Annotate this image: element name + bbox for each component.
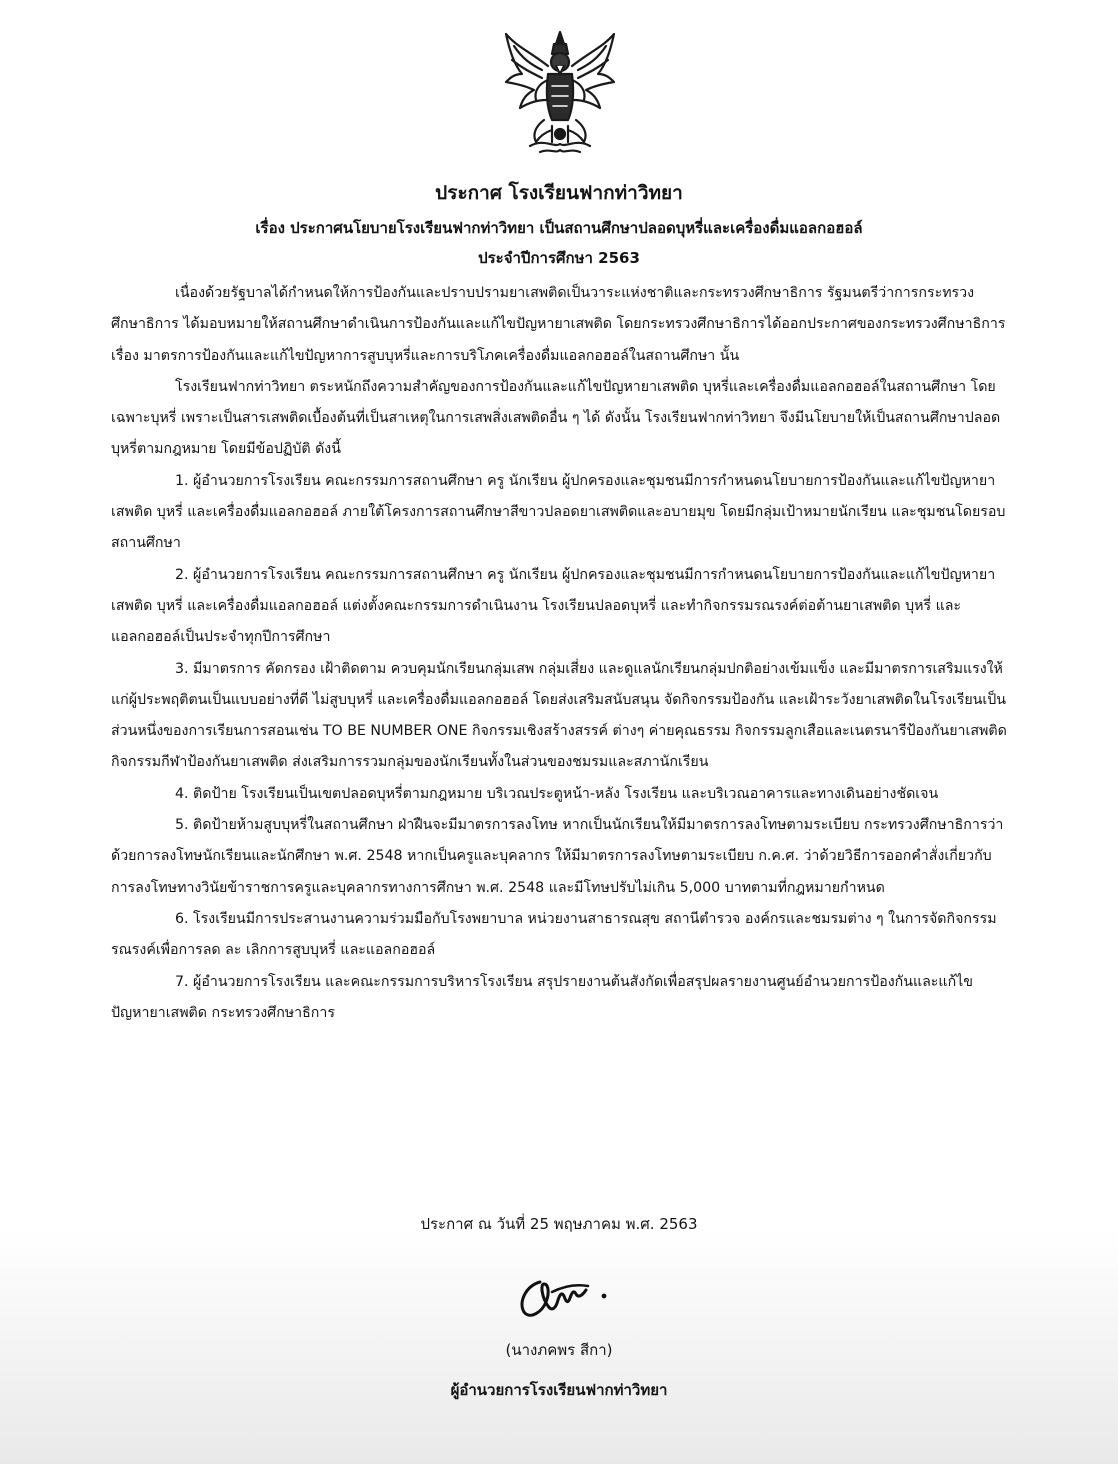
- signer-name: (นางภคพร สีกา): [505, 1341, 613, 1359]
- signer-position: ผู้อำนวยการโรงเรียนฟากท่าวิทยา: [450, 1381, 668, 1399]
- policy-item-6: 6. โรงเรียนมีการประสานงานความร่วมมือกับโรงพยาบาล หน่วยงานสาธารณสุข สถานีตำรวจ องค์กรและชมรมต่าง ๆ ในการจัดกิจกรรมรณรงค์เพื่อการลด ละ เลิกการสูบบุหรี่ และแอลกอฮอล์: [111, 910, 997, 959]
- announcement-subject: เรื่อง ประกาศนโยบายโรงเรียนฟากท่าวิทยา เป็นสถานศึกษาปลอดบุหรี่และเครื่องดื่มแอลกอฮอล์: [255, 219, 863, 237]
- academic-year-line: ประจำปีการศึกษา 2563: [478, 249, 640, 267]
- policy-item-5: 5. ติดป้ายห้ามสูบบุหรี่ในสถานศึกษา ฝ่าฝืนจะมีมาตรการลงโทษ หากเป็นนักเรียนให้มีมาตรการลงโทษตามระเบียบ กระทรวงศึกษาธิการว่าด้วยการลงโทษนักเรียนและนักศึกษา พ.ศ. 2548 หากเป็นครูและบุคลากร ให้มีมาตรการลงโทษตามระเบียบ ก.ค.ศ. ว่าด้วยวิธีการออกคำสั่งเกี่ยวกับการลงโทษทางวินัยข้าราชการครูและบุคลากรทางการศึกษา พ.ศ. 2548 และมีโทษปรับไม่เกิน 5,000 บาทตามที่กฎหมายกำหนด: [111, 817, 1004, 896]
- policy-paragraph: โรงเรียนฟากท่าวิทยา ตระหนักถึงความสำคัญของการป้องกันและแก้ไขปัญหายาเสพติด บุหรี่และเครื่องดื่มแอลกอฮอล์ในสถานศึกษา โดยเฉพาะบุหรี่ เพราะเป็นสารเสพติดเบื้องต้นที่เป็นสาเหตุในการเสพสิ่งเสพติดอื่น ๆ ได้ ดังนั้น โรงเรียนฟากท่าวิทยา จึงมีนโยบายให้เป็นสถานศึกษาปลอดบุหรี่ตามกฎหมาย โดยมีข้อปฏิบัติ ดังนี้: [111, 378, 1001, 458]
- policy-item-7: 7. ผู้อำนวยการโรงเรียน และคณะกรรมการบริหารโรงเรียน สรุปรายงานต้นสังกัดเพื่อสรุปผลรายงานศูนย์อำนวยการป้องกันและแก้ไขปัญหายาเสพติด กระทรวงศึกษาธิการ: [111, 973, 973, 1021]
- intro-paragraph: เนื่องด้วยรัฐบาลได้กำหนดให้การป้องกันและปราบปรามยาเสพติดเป็นวาระแห่งชาติและกระทรวงศึกษาธิการ รัฐมนตรีว่าการกระทรวงศึกษาธิการ ได้มอบหมายให้สถานศึกษาดำเนินการป้องกันและแก้ไขปัญหายาเสพติด โดยกระทรวงศึกษาธิการได้ออกประกาศของกระทรวงศึกษาธิการ เรื่อง มาตรการป้องกันและแก้ไขปัญหาการสูบบุหรี่และการบริโภคเครื่องดื่มแอลกอฮอล์ในสถานศึกษา นั้น: [111, 285, 1006, 364]
- policy-item-4: 4. ติดป้าย โรงเรียนเป็นเขตปลอดบุหรี่ตามกฎหมาย บริเวณประตูหน้า-หลัง โรงเรียน และบริเวณอาคารและทางเดินอย่างชัดเจน: [175, 785, 939, 802]
- handwritten-signature-icon: [512, 1262, 632, 1326]
- policy-item-2: 2. ผู้อำนวยการโรงเรียน คณะกรรมการสถานศึกษา ครู นักเรียน ผู้ปกครองและชุมชนมีการกำหนดนโยบายการป้องกันและแก้ไขปัญหายาเสพติด บุหรี่ และเครื่องดื่มแอลกอฮอล์ แต่งตั้งคณะกรรมการดำเนินงาน โรงเรียนปลอดบุหรี่ และทำกิจกรรมรณรงค์ต่อต้านยาเสพติด บุหรี่ และแอลกอฮอล์เป็นประจำทุกปีการศึกษา: [111, 566, 996, 646]
- announcement-body: [111, 278, 1011, 1029]
- announcement-date: ประกาศ ณ วันที่ 25 พฤษภาคม พ.ศ. 2563: [420, 1215, 698, 1233]
- garuda-emblem-icon: [500, 30, 620, 158]
- announcement-title: ประกาศ โรงเรียนฟากท่าวิทยา: [435, 182, 683, 204]
- policy-item-1: 1. ผู้อำนวยการโรงเรียน คณะกรรมการสถานศึกษา ครู นักเรียน ผู้ปกครองและชุมชนมีการกำหนดนโยบายการป้องกันและแก้ไขปัญหายาเสพติด บุหรี่ และเครื่องดื่มแอลกอฮอล์ ภายใต้โครงการสถานศึกษาสีขาวปลอดยาเสพติดและอบายมุข โดยมีกลุ่มเป้าหมายนักเรียน และชุมชนโดยรอบสถานศึกษา: [111, 472, 1006, 552]
- policy-item-3: 3. มีมาตรการ คัดกรอง เฝ้าติดตาม ควบคุมนักเรียนกลุ่มเสพ กลุ่มเสี่ยง และดูแลนักเรียนกลุ่มปกติอย่างเข้มแข็ง และมีมาตรการเสริมแรงให้แก่ผู้ประพฤติตนเป็นแบบอย่างที่ดี ไม่สูบบุหรี่ และเครื่องดื่มแอลกอฮอล์ โดยส่งเสริมสนับสนุน จัดกิจกรรมป้องกัน และเฝ้าระวังยาเสพติดในโรงเรียนเป็นส่วนหนึ่งของการเรียนการสอนเช่น TO BE NUMBER ONE กิจกรรมเชิงสร้างสรรค์ ต่างๆ ค่ายคุณธรรม กิจกรรมลูกเสือและเนตรนารีป้องกันยาเสพติด กิจกรรมกีฬาป้องกันยาเสพติด ส่งเสริมการรวมกลุ่มของนักเรียนทั้งในส่วนของชมรมและสภานักเรียน: [111, 660, 1007, 771]
